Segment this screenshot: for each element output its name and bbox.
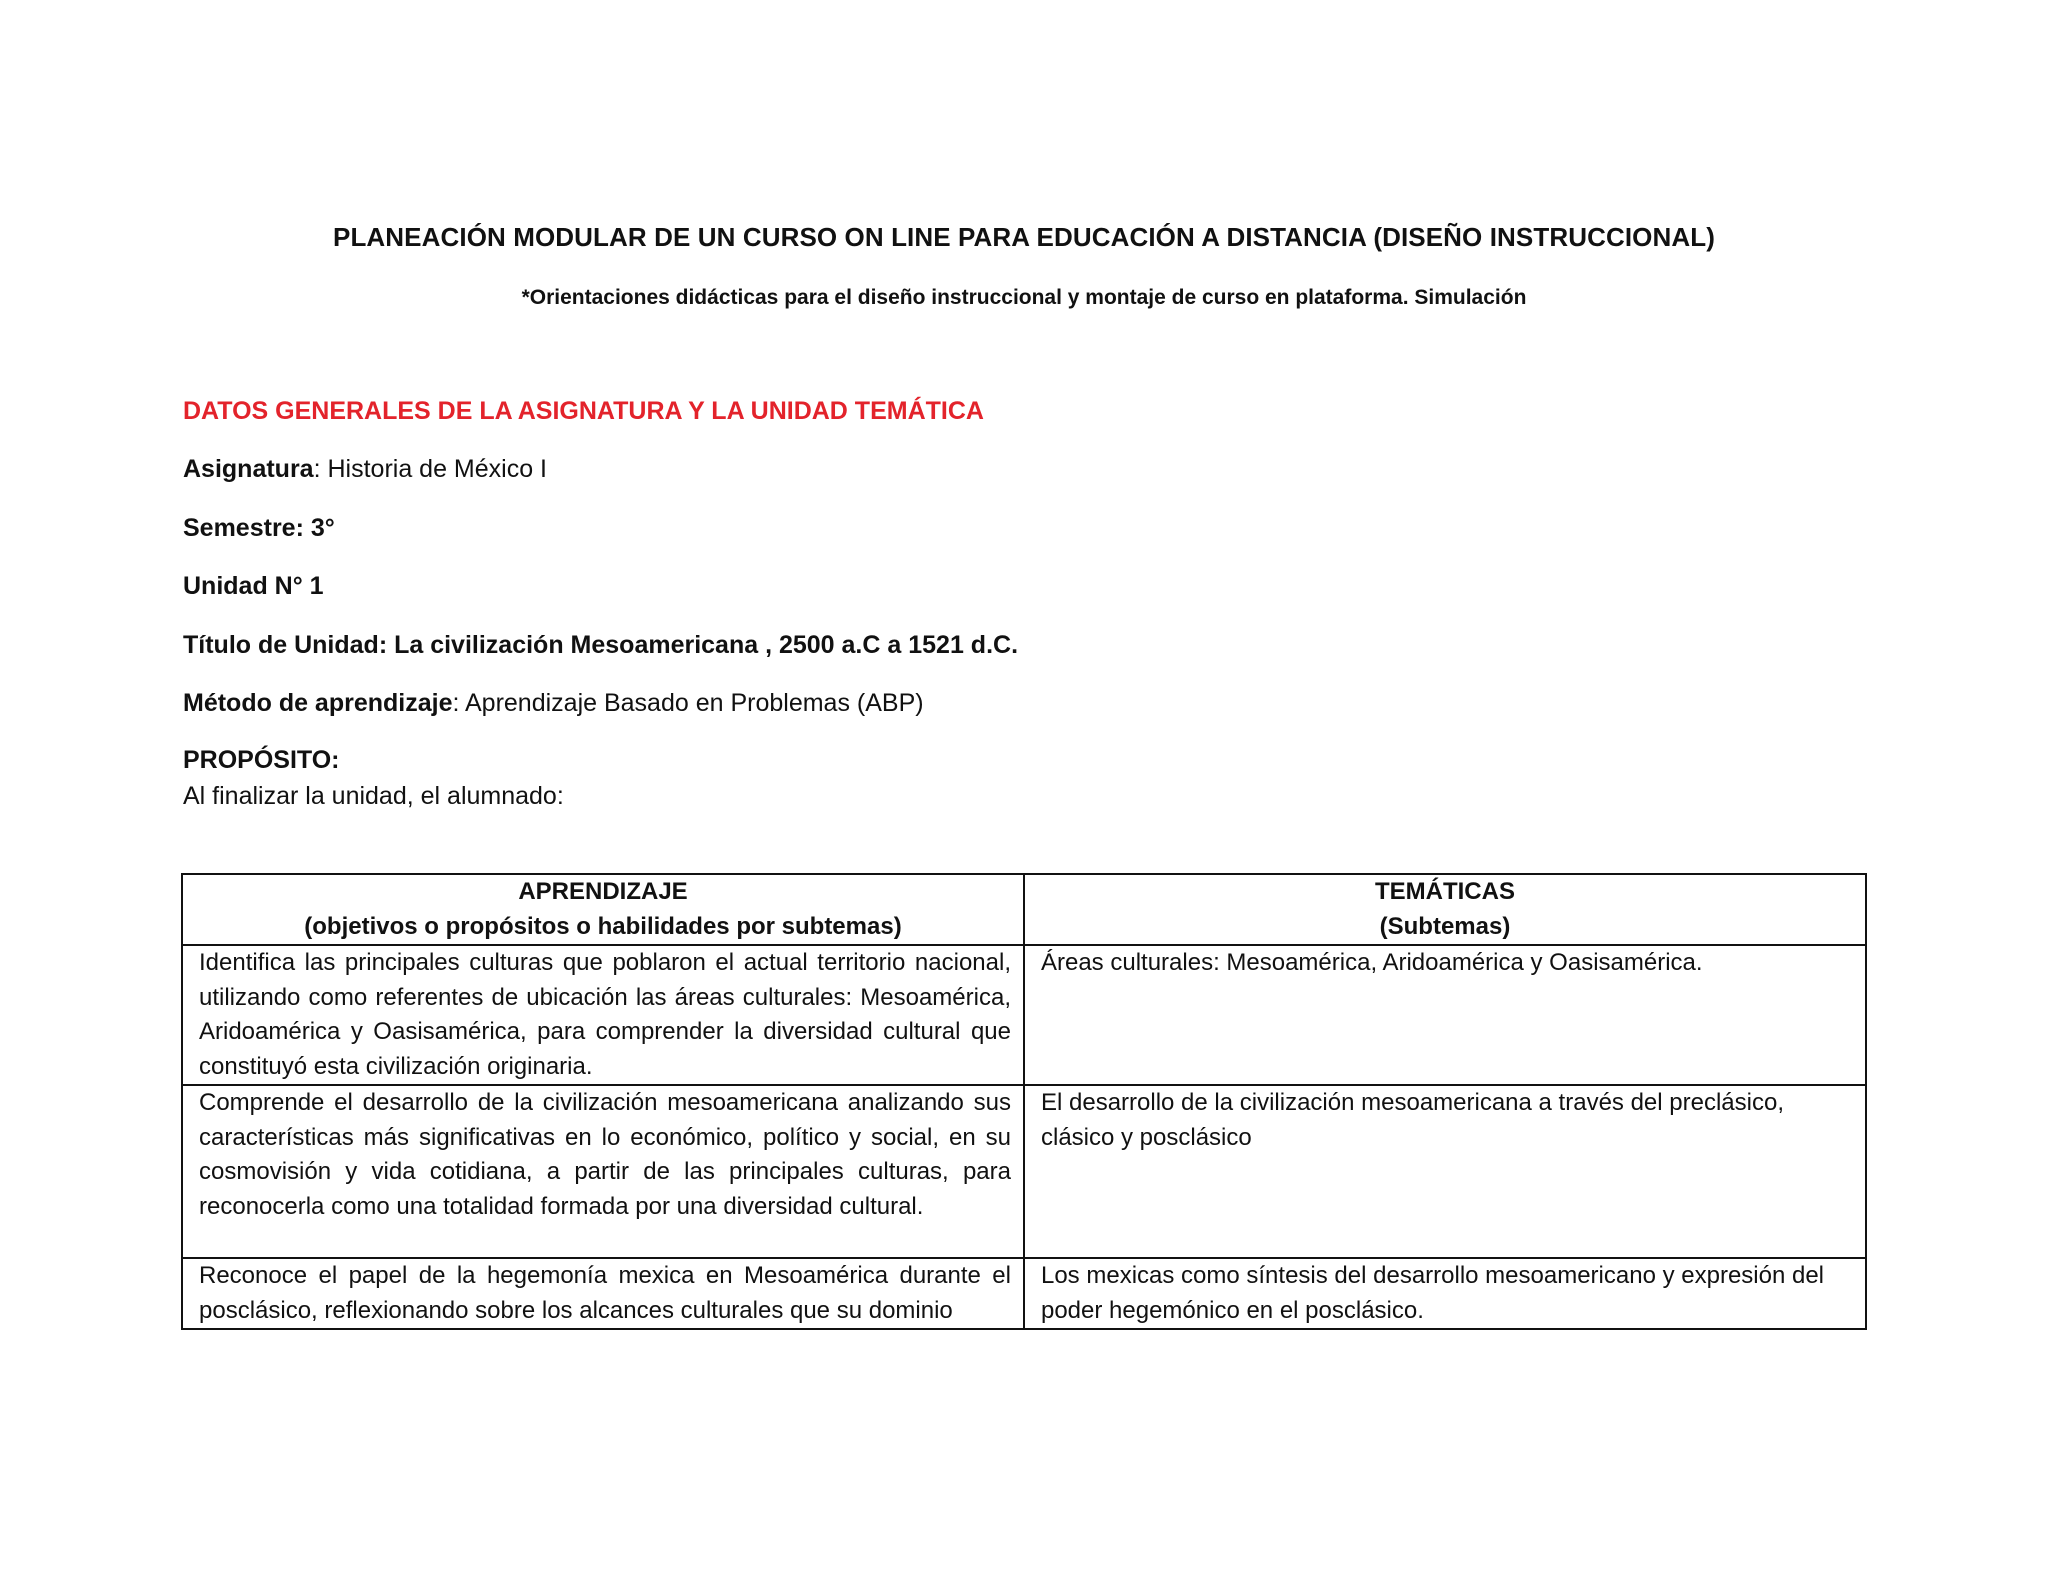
document-subtitle: *Orientaciones didácticas para el diseño instruccional y montaje de curso en plataforma. Simulación xyxy=(521,286,1527,309)
tematica-cell: El desarrollo de la civilización mesoamericana a través del preclásico, clásico y posclásico xyxy=(1024,1085,1866,1258)
document-title: PLANEACIÓN MODULAR DE UN CURSO ON LINE PARA EDUCACIÓN A DISTANCIA (DISEÑO INSTRUCCIONAL) xyxy=(333,222,1715,252)
field-titulo-unidad xyxy=(183,631,1018,660)
table-header-row xyxy=(182,874,1866,945)
header-tematicas-title: TEMÁTICAS xyxy=(1374,878,1515,905)
header-aprendizaje-title: APRENDIZAJE xyxy=(518,878,688,905)
tematica-cell: Áreas culturales: Mesoamérica, Aridoamérica y Oasisamérica. xyxy=(1024,945,1866,1085)
field-asignatura xyxy=(183,455,547,484)
learning-table xyxy=(181,873,1867,1330)
field-semestre xyxy=(183,514,335,543)
proposito-intro: Al finalizar la unidad, el alumnado: xyxy=(183,782,564,810)
field-unidad xyxy=(183,572,324,601)
unidad-text: Unidad N° 1 xyxy=(183,572,324,600)
semestre-text: Semestre: 3° xyxy=(183,514,335,542)
header-aprendizaje-subtitle: (objetivos o propósitos o habilidades por subtemas) xyxy=(304,912,902,940)
metodo-label: Método de aprendizaje xyxy=(183,689,453,717)
header-tematicas xyxy=(1024,874,1866,945)
section-heading: DATOS GENERALES DE LA ASIGNATURA Y LA UNIDAD TEMÁTICA xyxy=(183,397,984,425)
metodo-value: : Aprendizaje Basado en Problemas (ABP) xyxy=(452,689,924,717)
proposito-label: PROPÓSITO: xyxy=(183,746,340,774)
aprendizaje-cell: Comprende el desarrollo de la civilización mesoamericana analizando sus características más significativas en lo económico, político y social, en su cosmovisión y vida cotidiana, a partir de las principales culturas, para reconocerla como una totalidad formada por una diversidad cultural. xyxy=(182,1085,1024,1258)
asignatura-value: : Historia de México I xyxy=(313,455,548,483)
aprendizaje-cell: Identifica las principales culturas que poblaron el actual territorio nacional, utilizando como referentes de ubicación las áreas culturales: Mesoamérica, Aridoamérica y Oasisamérica, para comprender la diversidad cultural que constituyó esta civilización originaria. xyxy=(182,945,1024,1085)
header-aprendizaje xyxy=(182,874,1024,945)
aprendizaje-cell: Reconoce el papel de la hegemonía mexica en Mesoamérica durante el posclásico, reflexionando sobre los alcances culturales que su dominio xyxy=(182,1258,1024,1329)
table-row xyxy=(182,945,1866,1085)
titulo-unidad-text: Título de Unidad: La civilización Mesoamericana , 2500 a.C a 1521 d.C. xyxy=(183,631,1019,659)
table-row xyxy=(182,1085,1866,1258)
header-tematicas-subtitle: (Subtemas) xyxy=(1379,912,1511,940)
field-metodo xyxy=(183,689,924,718)
asignatura-label: Asignatura xyxy=(183,455,314,483)
table-row xyxy=(182,1258,1866,1329)
tematica-cell: Los mexicas como síntesis del desarrollo mesoamericano y expresión del poder hegemónico en el posclásico. xyxy=(1024,1258,1866,1329)
